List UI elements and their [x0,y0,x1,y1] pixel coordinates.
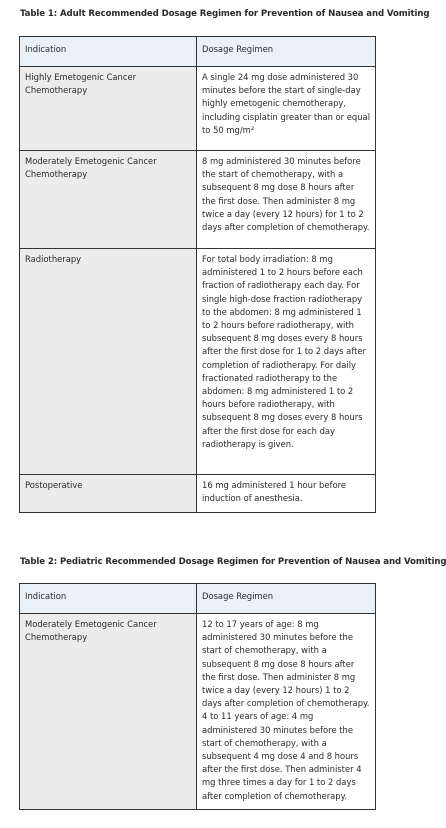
pediatric-dosage-table [19,583,376,810]
table1-caption: Table 1: Adult Recommended Dosage Regimen for Prevention of Nausea and Vomiting [20,9,430,19]
adult-dosage-table [19,36,376,513]
regimen-cell: 12 to 17 years of age: 8 mg administered 30 minutes before the start of chemotherapy, with a subsequent 8 mg dose 8 hours after the first dose. Then administer 8 mg twice a day (every 12 hours) 1 to 2 days after completion of chemotherapy. 4 to 11 years of age: 4 mg administered 30 minutes before the start of chemotherapy, with a subsequent 4 mg dose 4 and 8 hours after the first dose. Then administer 4 mg three times a day for 1 to 2 days after completion of chemotherapy. [197,614,376,810]
regimen-cell: 8 mg administered 30 minutes before the start of chemotherapy, with a subsequent 8 mg dose 8 hours after the first dose. Then administer 8 mg twice a day (every 12 hours) for 1 to 2 days after completion of chemotherapy. [197,151,376,249]
indication-cell: Radiotherapy [20,249,197,475]
header-dosage-regimen: Dosage Regimen [197,37,376,67]
table-row [20,151,376,249]
header-indication: Indication [20,37,197,67]
header-indication: Indication [20,584,197,614]
regimen-cell: 16 mg administered 1 hour before induction of anesthesia. [197,475,376,513]
table2-caption: Table 2: Pediatric Recommended Dosage Regimen for Prevention of Nausea and Vomiting [20,557,446,567]
indication-cell: Highly Emetogenic Cancer Chemotherapy [20,67,197,151]
indication-cell: Postoperative [20,475,197,513]
header-dosage-regimen: Dosage Regimen [197,584,376,614]
table-row [20,475,376,513]
regimen-cell: A single 24 mg dose administered 30 minutes before the start of single-day highly emetogenic chemotherapy, including cisplatin greater than or equal to 50 mg/m² [197,67,376,151]
table-row [20,249,376,475]
table-row [20,614,376,810]
regimen-cell: For total body irradiation: 8 mg administered 1 to 2 hours before each fraction of radiotherapy each day. For single high-dose fraction radiotherapy to the abdomen: 8 mg administered 1 to 2 hours before radiotherapy, with subsequent 8 mg doses every 8 hours after the first dose for 1 to 2 days after completion of radiotherapy. For daily fractionated radiotherapy to the abdomen: 8 mg administered 1 to 2 hours before radiotherapy, with subsequent 8 mg doses every 8 hours after the first dose for each day radiotherapy is given. [197,249,376,475]
table-row [20,67,376,151]
indication-cell: Moderately Emetogenic Cancer Chemotherapy [20,151,197,249]
table-header-row [20,584,376,614]
table-header-row [20,37,376,67]
indication-cell: Moderately Emetogenic Cancer Chemotherapy [20,614,197,810]
